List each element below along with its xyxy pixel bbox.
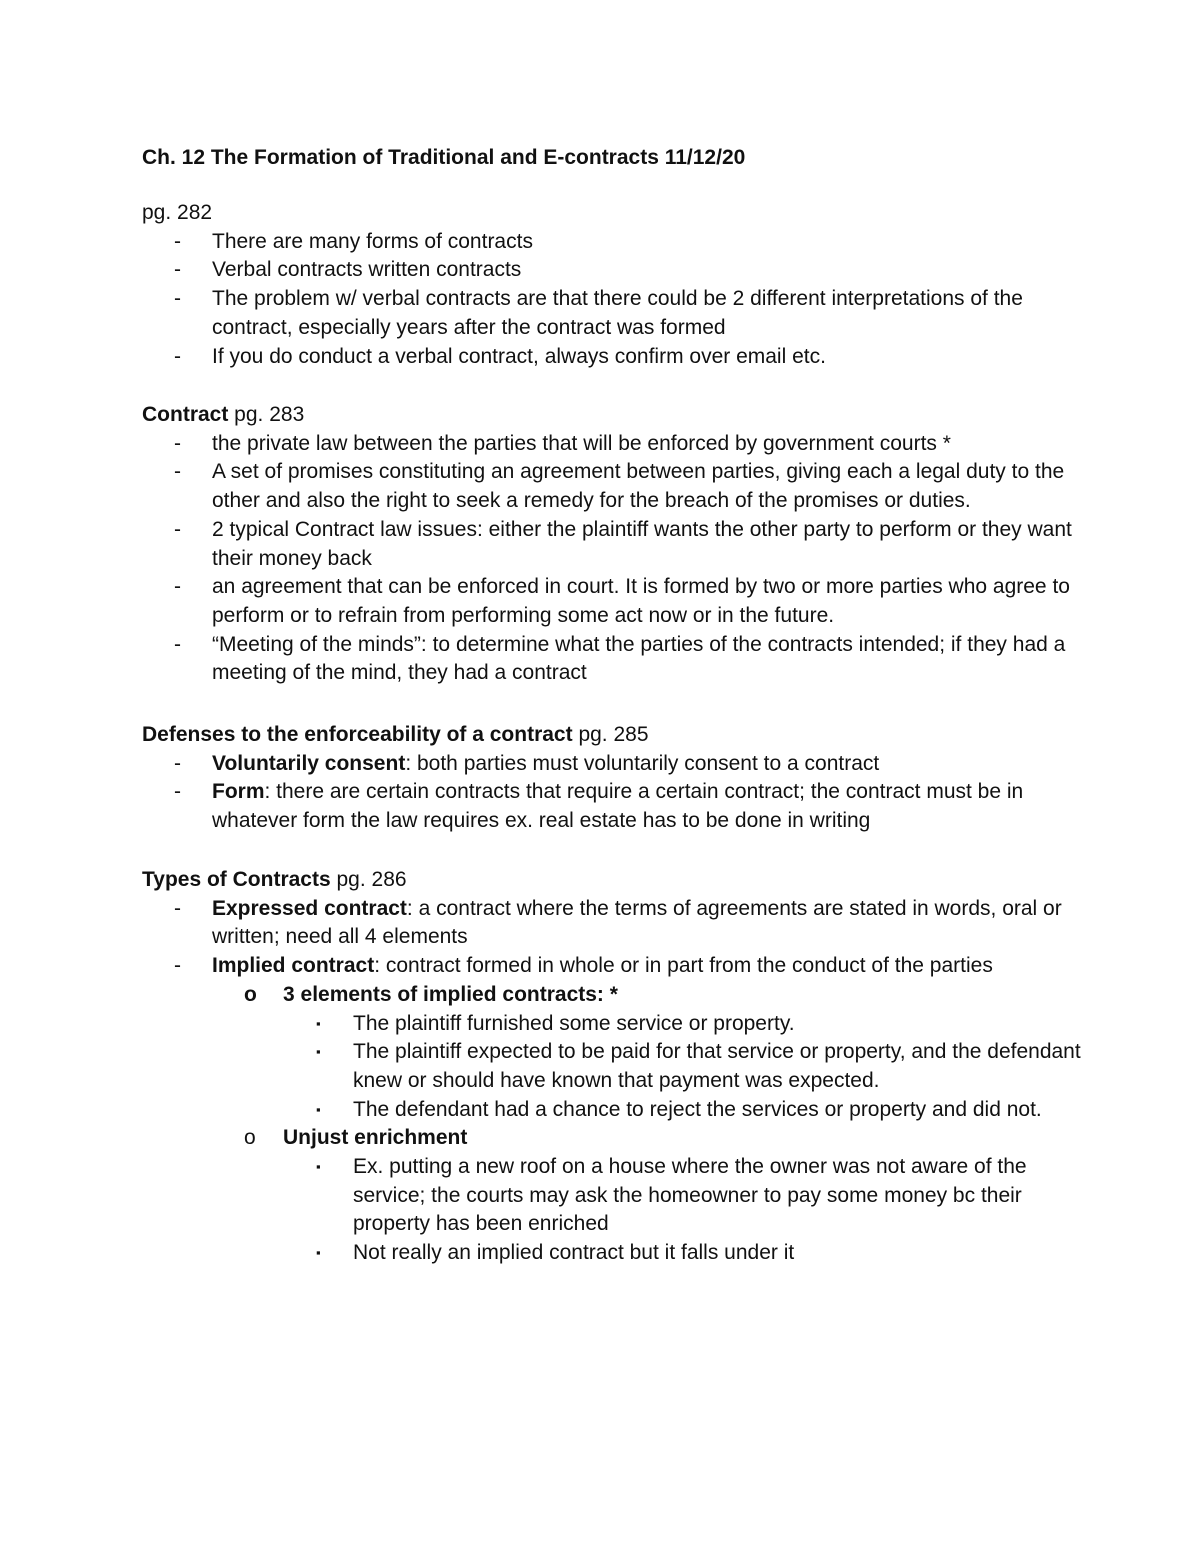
sub-list-item: o 3 elements of implied contracts: * (142, 981, 1102, 1010)
list-item: - Expressed contract: a contract where the terms of agreements are stated in words, oral or written; need all 4 elements (174, 896, 1062, 949)
section-defenses (142, 721, 1102, 836)
list-item: - A set of promises constituting an agreement between parties, giving each a legal duty to the other and also the right to seek a remedy for the breach of the promises or duties. (174, 460, 1065, 513)
section-heading: Defenses to the enforceability of a contract pg. 285 (142, 723, 649, 746)
dash-bullet-icon: - (174, 632, 181, 656)
sub-sub-list-item: ▪ The plaintiff expected to be paid for that service or property, and the defendant knew or should have known that payment was expected. (316, 1040, 1081, 1092)
list-item: - Verbal contracts written contracts (142, 256, 1102, 285)
list-item: - Implied contract: contract formed in whole or in part from the conduct of the parties (142, 952, 1102, 981)
section-pg-282 (142, 199, 1102, 371)
circle-bullet-icon: o (244, 1126, 256, 1150)
square-bullet-icon: ▪ (316, 1245, 321, 1261)
sub-sub-list-item: ▪ The defendant had a chance to reject the services or property and did not. (142, 1096, 1102, 1125)
list-item: - The problem w/ verbal contracts are that there could be 2 different interpretations of the contract, especially years after the contract was formed (174, 287, 1023, 339)
list-item: - There are many forms of contracts (142, 228, 1102, 257)
sub-sub-list-item: ▪ Ex. putting a new roof on a house where the owner was not aware of the service; the courts may ask the homeowner to pay some money bc their property has been enriched (316, 1155, 1027, 1236)
dash-bullet-icon: - (174, 287, 181, 311)
dash-bullet-icon: - (174, 460, 181, 484)
square-bullet-icon: ▪ (316, 1101, 321, 1117)
section-heading: Contract pg. 283 (142, 403, 305, 426)
bullet-list (142, 430, 1102, 688)
section-heading: Types of Contracts pg. 286 (142, 868, 407, 891)
dash-bullet-icon: - (174, 258, 181, 282)
list-item: - 2 typical Contract law issues: either the plaintiff wants the other party to perform or they want their money back (174, 517, 1072, 570)
dash-bullet-icon: - (174, 896, 181, 920)
bullet-list (142, 895, 1102, 1268)
sub-sub-list-item: ▪ Not really an implied contract but it falls under it (142, 1239, 1102, 1268)
dash-bullet-icon: - (174, 751, 181, 775)
list-item: - an agreement that can be enforced in court. It is formed by two or more parties who agree to perform or to refrain from performing some act now or in the future. (174, 575, 1070, 627)
bullet-list (142, 750, 1102, 836)
sub-list-item: o Unjust enrichment (142, 1124, 1102, 1153)
list-item: - “Meeting of the minds”: to determine what the parties of the contracts intended; if they had a meeting of the mind, they had a contract (174, 632, 1066, 685)
dash-bullet-icon: - (174, 954, 181, 978)
dash-bullet-icon: - (174, 780, 181, 804)
dash-bullet-icon: - (174, 517, 181, 541)
section-contract (142, 401, 1102, 688)
dash-bullet-icon: - (174, 229, 181, 253)
circle-bullet-icon: o (244, 982, 257, 1006)
sub-sub-list-item: ▪ The plaintiff furnished some service or property. (142, 1010, 1102, 1039)
section-types-of-contracts (142, 866, 1102, 1268)
square-bullet-icon: ▪ (316, 1015, 321, 1031)
section-heading: pg. 282 (142, 201, 213, 224)
list-item: - If you do conduct a verbal contract, always confirm over email etc. (142, 343, 1102, 372)
square-bullet-icon: ▪ (316, 1159, 321, 1175)
dash-bullet-icon: - (174, 344, 181, 368)
list-item: - Form: there are certain contracts that require a certain contract; the contract must be in whatever form the law requires ex. real estate has to be done in writing (174, 780, 1024, 833)
bullet-list (142, 228, 1102, 372)
dash-bullet-icon: - (174, 575, 181, 599)
list-item: - the private law between the parties that will be enforced by government courts * (142, 430, 1102, 459)
list-item: - Voluntarily consent: both parties must voluntarily consent to a contract (142, 750, 1102, 779)
dash-bullet-icon: - (174, 431, 181, 455)
page-title: Ch. 12 The Formation of Traditional and E-contracts 11/12/20 (142, 146, 746, 169)
square-bullet-icon: ▪ (316, 1044, 321, 1060)
